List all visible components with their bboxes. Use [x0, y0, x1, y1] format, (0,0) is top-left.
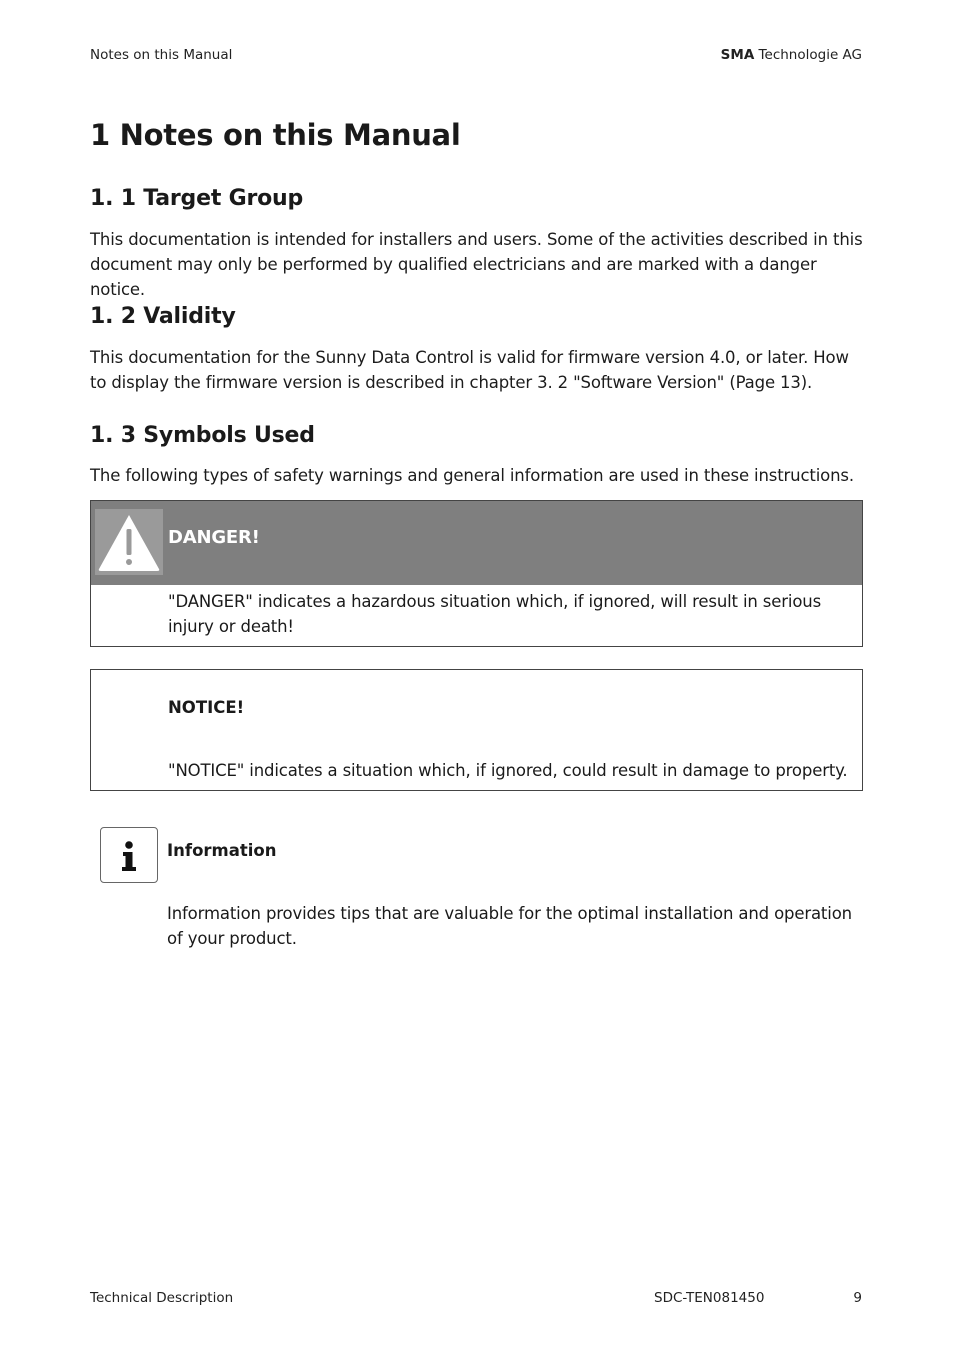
footer-doc-code: SDC-TEN081450 — [654, 1290, 765, 1306]
danger-text: "DANGER" indicates a hazardous situation which, if ignored, will result in serious injury or death! — [168, 592, 822, 636]
section-heading-validity: 1. 2 Validity — [90, 304, 236, 329]
section-heading-target-group: 1. 1 Target Group — [90, 186, 304, 211]
danger-box — [90, 500, 863, 647]
section-text-symbols-used: The following types of safety warnings and general information are used in these instructions. — [90, 466, 854, 485]
warning-triangle-icon — [95, 509, 163, 575]
notice-title: NOTICE! — [168, 698, 245, 717]
company-name: Technologie AG — [754, 47, 862, 63]
notice-box — [90, 669, 863, 791]
section-text-target-group: This documentation is intended for installers and users. Some of the activities described in this document may only be performed by qualified electricians and are marked with a danger notice. — [90, 230, 863, 299]
footer-left: Technical Description — [90, 1290, 234, 1306]
chapter-title: 1 Notes on this Manual — [90, 118, 461, 152]
brand-name: SMA — [720, 47, 755, 63]
info-icon — [100, 827, 158, 883]
information-title: Information — [167, 841, 277, 860]
section-heading-symbols-used: 1. 3 Symbols Used — [90, 423, 315, 448]
information-text: Information provides tips that are valuable for the optimal installation and operation of your product. — [167, 904, 852, 948]
running-header-right — [721, 47, 862, 63]
running-header-left: Notes on this Manual — [90, 47, 233, 63]
page-number: 9 — [853, 1290, 862, 1306]
notice-text: "NOTICE" indicates a situation which, if ignored, could result in damage to property. — [168, 761, 848, 780]
section-text-validity: This documentation for the Sunny Data Control is valid for firmware version 4.0, or later. How to display the firmware version is described in chapter 3. 2 "Software Version" (Page 13). — [90, 348, 849, 392]
danger-title: DANGER! — [168, 527, 260, 548]
